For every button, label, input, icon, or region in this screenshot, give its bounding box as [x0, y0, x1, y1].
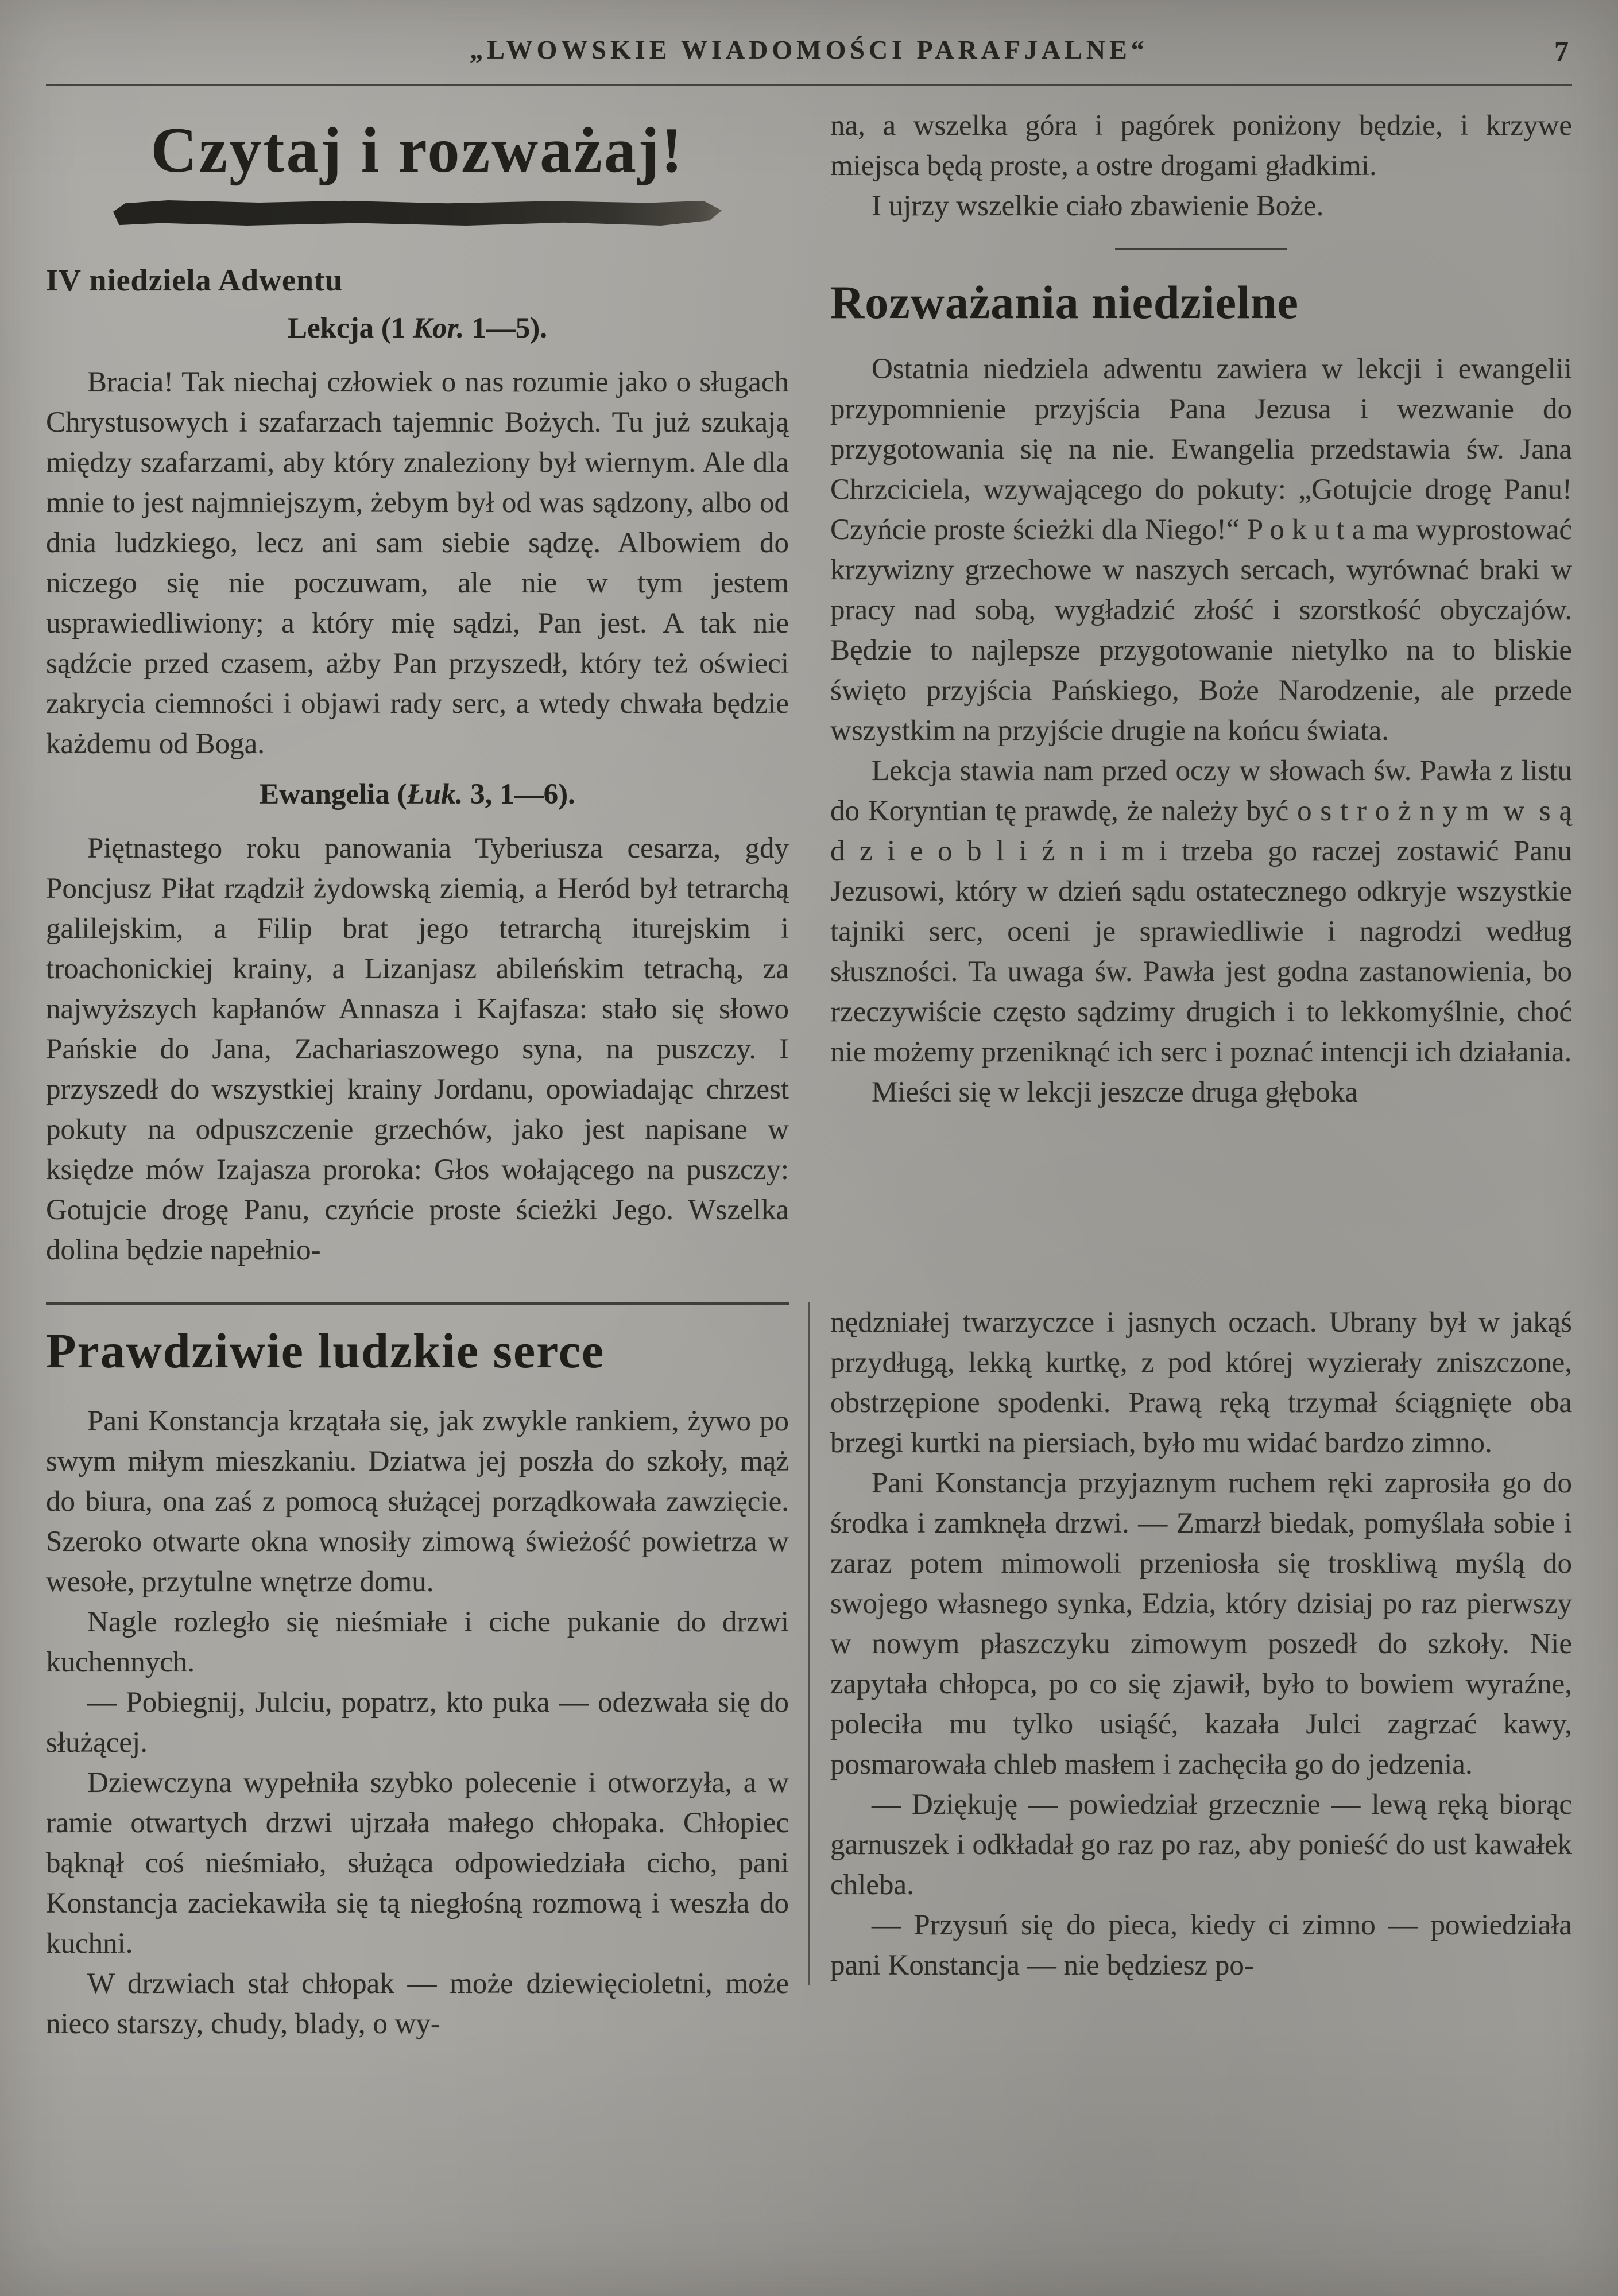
paragraph-rozwazania-1: Ostatnia niedziela adwentu zawiera w lekcji i ewangelii przypomnienie przyjścia Pana Jezusa i wezwanie do przygotowania się na nie. Ewangelia przedstawia św. Jana Chrzciciela, wzywającego do pokuty: „Gotujcie drogę Panu! Czyńcie proste ścieżki dla Niego!“ P o k u t a ma wyprostować krzywizny grzechowe w naszych sercach, wyrównać braki w pracy nad sobą, wygładzić złość i szorstkość obyczajów. Będzie to najlepsze przygotowanie nietylko na to bliskie święto przyjścia Pańskiego, Boże Narodzenie, ale przede wszystkim na przyjście drugie na końcu świata. — [830, 353, 1572, 747]
paragraph-lekcja: Bracia! Tak niechaj człowiek o nas rozumie jako o sługach Chrystusowych i szafarzach tajemnic Bożych. Tu już szukają między szafarzami, aby który znaleziony był wiernym. Ale dla mnie to jest najmniejszym, żebym był od was sądzony, albo od dnia ludzkiego, lecz ani sam siebie sądzę. Albowiem do niczego się nie poczuwam, ale nie w tym jestem usprawiedliwiony; a który mię sądzi, Pan jest. A tak nie sądźcie przed czasem, ażby Pan przyszedł, który też oświeci zakrycia ciemności i objawi rady serc, a wtedy chwała będzie każdemu od Boga. — [46, 366, 789, 760]
story-right-column — [808, 1302, 1572, 1985]
top-right-column — [830, 106, 1572, 1112]
page-header — [46, 34, 1572, 75]
story-paragraph: Nagle rozległo się nieśmiałe i ciche pukanie do drzwi kuchennych. — [46, 1606, 789, 1678]
header-rule — [46, 84, 1572, 86]
paragraph-verse: I ujrzy wszelkie ciało zbawienie Boże. — [872, 190, 1324, 222]
story-paragraph: — Pobiegnij, Julciu, popatrz, kto puka — odezwała się do służącej. — [46, 1686, 789, 1759]
ewangelia-heading-post: 3, 1—6). — [463, 778, 575, 810]
top-section — [46, 106, 1572, 1270]
story-top-rule — [46, 1302, 789, 1305]
story-paragraph: Pani Konstancja przyjaznym ruchem ręki zaprosiła go do środka i zamknęła drzwi. — Zmarzł biedak, pomyślała sobie i zaraz potem mimowoli przeniosła się troskliwą myślą do swojego własnego synka, Edzia, który dzisiaj po raz pierwszy w nowym płaszczyku zimowym poszedł do szkoły. Nie zapytała chłopca, po co się zjawił, było to bowiem wyraźne, poleciła mu tylko usiąść, kazała Julci zagrzać kawy, posmarowała chleb masłem i zachęciła go do jedzenia. — [830, 1467, 1572, 1781]
heading-rozwazania: Rozważania niedzielne — [830, 276, 1299, 328]
story-paragraph: Dziewczyna wypełniła szybko polecenie i otworzyła, a w ramie otwartych drzwi ujrzała małego chłopaka. Chłopiec bąknął coś nieśmiało, służąca odpowiedziała cicho, pani Konstancja zaciekawiła się tą niegłośną rozmową i weszła do kuchni. — [46, 1767, 789, 1960]
main-title: Czytaj i rozważaj! — [150, 115, 684, 186]
top-left-column — [46, 106, 789, 1270]
lekcja-heading — [46, 312, 789, 345]
masthead-title: „LWOWSKIE WIADOMOŚCI PARAFJALNE“ — [470, 35, 1148, 64]
story-section — [46, 1302, 1572, 2044]
short-divider-rule — [1115, 248, 1287, 250]
story-paragraph: — Dziękuję — powiedział grzecznie — lewą ręką biorąc garnuszek i odkładał go raz po raz, aby ponieść do ust kawałek chleba. — [830, 1789, 1572, 1901]
ewangelia-book-ref: Łuk. — [407, 778, 463, 810]
paragraph-rozwazania-3: Mieści się w lekcji jeszcze druga głęboka — [872, 1076, 1358, 1108]
lekcja-book-ref: Kor. — [413, 312, 465, 344]
story-heading: Prawdziwie ludzkie serce — [46, 1323, 605, 1378]
ewangelia-heading — [46, 778, 789, 811]
story-paragraph: Pani Konstancja krzątała się, jak zwykle rankiem, żywo po swym miłym mieszkaniu. Dziatwa jej poszła do szkoły, mąż do biura, ona zaś z pomocą służącej porządkowała zawzięcie. Szeroko otwarte okna wnosiły zimową świeżość powietrza w wesołe, przytulne wnętrze domu. — [46, 1405, 789, 1598]
story-paragraph: W drzwiach stał chłopak — może dziewięcioletni, może nieco starszy, chudy, blady, o wy- — [46, 1968, 789, 2040]
lekcja-heading-pre: Lekcja (1 — [288, 312, 413, 344]
paragraph-rozwazania-2: Lekcja stawia nam przed oczy w słowach św. Pawła z listu do Koryntian tę prawdę, że należy być o s t r o ż n y m w s ą d z i e o b l i ź n i m i trzeba go raczej zostawić Panu Jezusowi, który w dzień sądu ostatecznego odkryje wszystkie tajniki serc, oceni je sprawiedliwie i nagrodzi według słuszności. Ta uwaga św. Pawła jest godna zastanowienia, bo rzeczywiście często sądzimy drugich i to lekkomyślnie, choć nie możemy przeniknąć ich serc i poznać intencji ich działania. — [830, 755, 1572, 1068]
paragraph-ewangelia: Piętnastego roku panowania Tyberiusza cesarza, gdy Poncjusz Piłat rządził żydowską ziemią, a Heród był tetrarchą galilejskim, a Filip brat jego tetrarchą iturejskim i troachonickiej krainy, a Lizanjasz abileńskim tetrachą, za najwyższych kapłanów Annasza i Kajfasza: stało się słowo Pańskie do Jana, Zachariaszowego syna, na puszczy. I przyszedł do wszystkiej krainy Jordanu, opowiadając chrzest pokuty na odpuszczenie grzechów, jako jest napisane w księdze mów Izajasza proroka: Głos wołającego na puszczy: Gotujcie drogę Panu, czyńcie proste ścieżki Jego. Wszelka dolina będzie napełnio- — [46, 832, 789, 1266]
title-underline-bar — [113, 200, 722, 226]
story-paragraph: nędzniałej twarzyczce i jasnych oczach. Ubrany był w jakąś przydługą, lekką kurtkę, z pod której wyzierały zniszczone, obstrzępione spodenki. Prawą ręką trzymał ściągnięte oba brzegi kurtki na piersiach, było mu widać bardzo zimno. — [830, 1306, 1572, 1459]
section-heading-advent: IV niedziela Adwentu — [46, 263, 343, 297]
ewangelia-heading-pre: Ewangelia ( — [260, 778, 407, 810]
story-paragraph: — Przysuń się do pieca, kiedy ci zimno — powiedziała pani Konstancja — nie będziesz po- — [830, 1909, 1572, 1981]
story-left-column — [46, 1302, 789, 2044]
lekcja-heading-post: 1—5). — [464, 312, 547, 344]
paragraph-continuation: na, a wszelka góra i pagórek poniżony będzie, i krzywe miejsca będą proste, a ostre drogami gładkimi. — [830, 110, 1572, 182]
page-number: 7 — [1554, 35, 1569, 67]
